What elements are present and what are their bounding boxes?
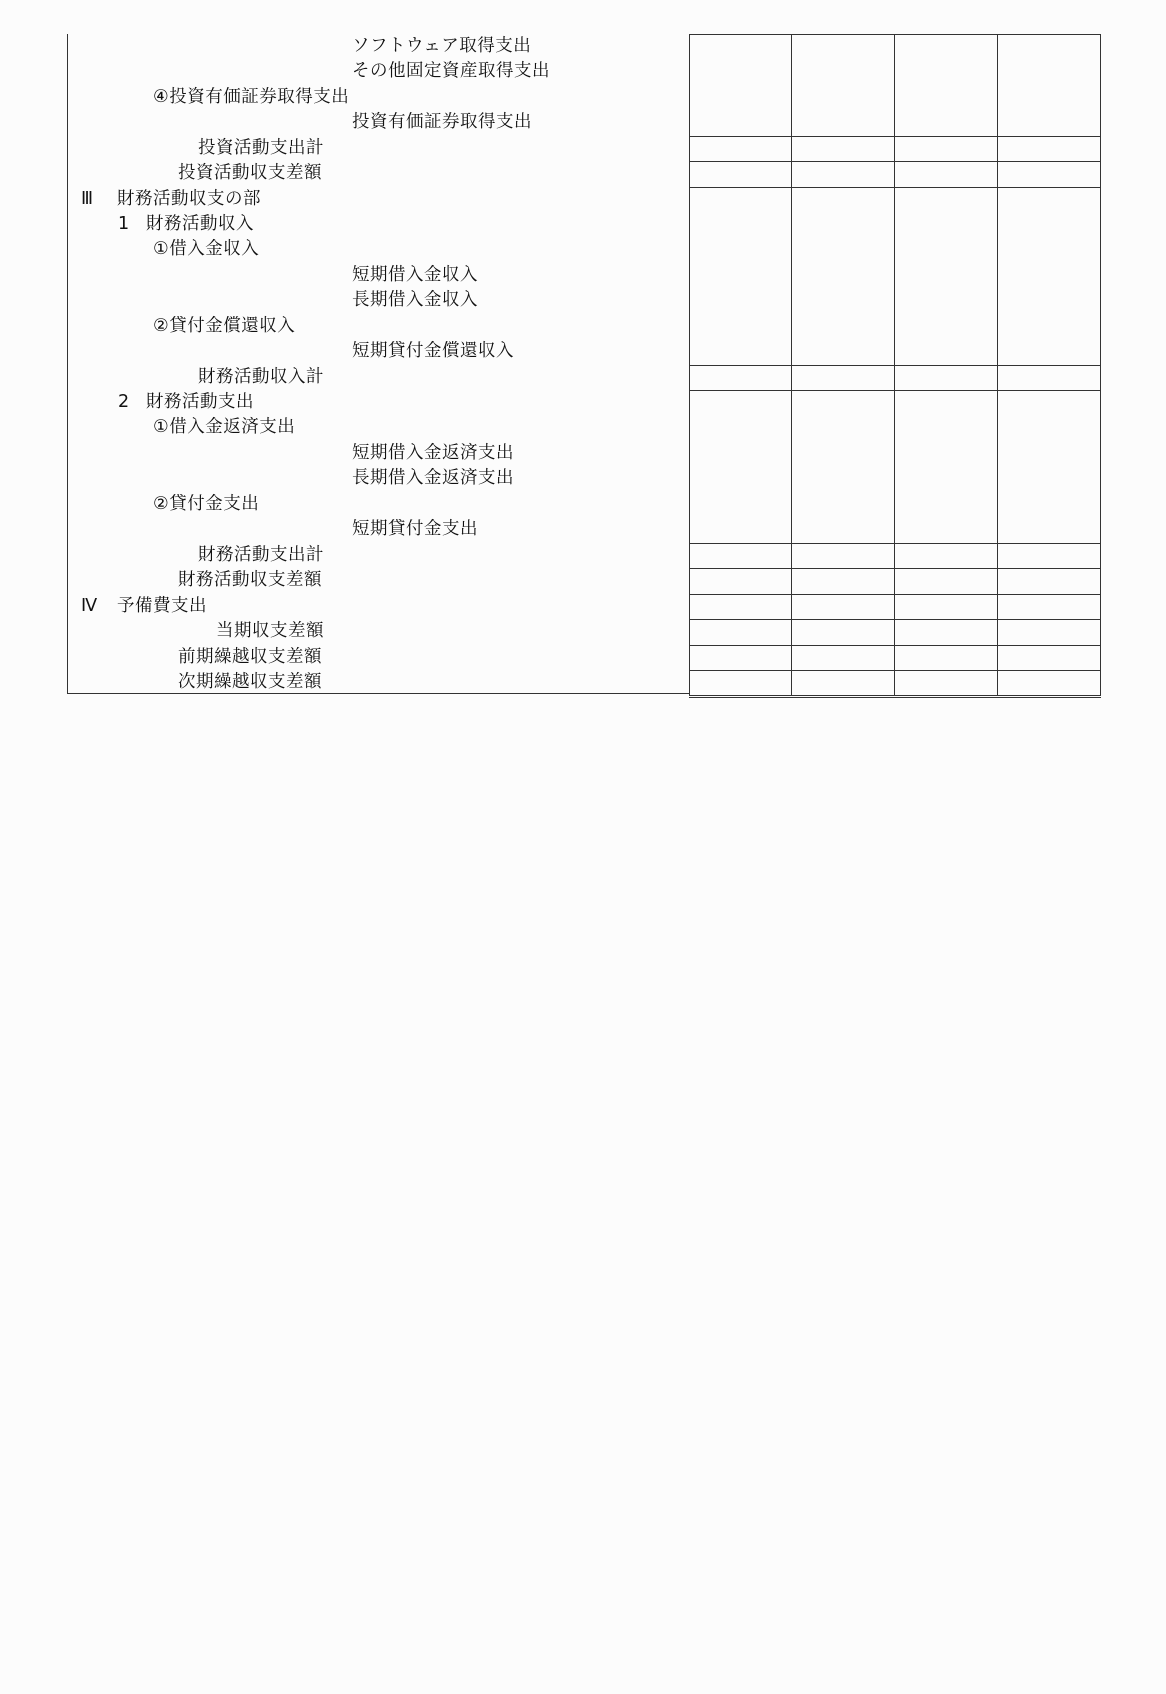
amount-cell (894, 34, 998, 137)
section-title: 予備費支出 (117, 596, 207, 616)
amount-cell (791, 645, 895, 671)
amount-cell (894, 645, 998, 671)
amount-cell (791, 136, 895, 162)
row-label: 投資有価証券取得支出 (352, 112, 532, 132)
amount-cell (997, 187, 1101, 366)
section-numeral: Ⅳ (81, 596, 98, 616)
row-label: 財務活動支出計 (198, 545, 324, 565)
row-label: ①借入金返済支出 (153, 417, 296, 437)
amount-cell (791, 390, 895, 544)
amount-cell (997, 568, 1101, 595)
row-label: ②貸付金償還収入 (153, 316, 296, 336)
row-label: ソフトウェア取得支出 (352, 36, 532, 56)
row-label: 短期借入金収入 (352, 265, 478, 285)
amount-cell (689, 594, 792, 620)
amount-cell (689, 365, 792, 391)
amount-cell (894, 594, 998, 620)
amount-cell (997, 594, 1101, 620)
amount-cell (689, 619, 792, 646)
row-label: 短期借入金返済支出 (352, 443, 514, 463)
amount-cell (894, 187, 998, 366)
amount-cell (689, 390, 792, 544)
amount-cell (894, 161, 998, 188)
amount-cell (894, 619, 998, 646)
section-title: 財務活動収支の部 (117, 189, 261, 209)
section-numeral: Ⅲ (81, 189, 94, 209)
row-label: 財務活動収支差額 (178, 570, 322, 590)
bottom-border (67, 693, 689, 694)
amount-cell (997, 365, 1101, 391)
amount-cell (689, 136, 792, 162)
amount-cell (791, 34, 895, 137)
amount-cell (894, 670, 998, 696)
amount-cell (894, 136, 998, 162)
amount-cell (997, 161, 1101, 188)
amount-cell (894, 568, 998, 595)
row-label: 短期貸付金償還収入 (352, 341, 514, 361)
amount-cell (791, 594, 895, 620)
amount-cell (689, 161, 792, 188)
amount-cell (791, 543, 895, 569)
amount-cell (689, 187, 792, 366)
row-label: 財務活動収入計 (198, 367, 324, 387)
row-label: 前期繰越収支差額 (178, 647, 322, 667)
double-rule (689, 697, 1101, 698)
amount-cell (791, 568, 895, 595)
subsection-number: 1 (118, 214, 130, 234)
amount-cell (791, 670, 895, 696)
subsection-title: 財務活動支出 (146, 392, 254, 412)
amount-cell (997, 34, 1101, 137)
amount-cell (791, 187, 895, 366)
amount-cell (689, 670, 792, 696)
row-label: 長期借入金収入 (352, 290, 478, 310)
row-label: ④投資有価証券取得支出 (153, 87, 350, 107)
subsection-title: 財務活動収入 (146, 214, 254, 234)
subsection-number: 2 (118, 392, 130, 412)
amount-cell (791, 619, 895, 646)
amount-cell (689, 543, 792, 569)
row-label: 次期繰越収支差額 (178, 672, 322, 692)
amount-cell (689, 34, 792, 137)
row-label: 当期収支差額 (216, 621, 324, 641)
left-border (67, 34, 68, 694)
amount-cell (791, 161, 895, 188)
amount-cell (791, 365, 895, 391)
row-label: 投資活動収支差額 (178, 163, 322, 183)
row-label: ①借入金収入 (153, 239, 260, 259)
amount-cell (689, 645, 792, 671)
amount-cell (997, 390, 1101, 544)
amount-cell (894, 543, 998, 569)
amount-cell (997, 136, 1101, 162)
amount-cell (997, 670, 1101, 696)
amount-cell (997, 619, 1101, 646)
row-label: 長期借入金返済支出 (352, 468, 514, 488)
amount-cell (894, 390, 998, 544)
amount-cell (997, 543, 1101, 569)
amount-cell (894, 365, 998, 391)
amount-cell (689, 568, 792, 595)
row-label: ②貸付金支出 (153, 494, 260, 514)
amount-cell (997, 645, 1101, 671)
row-label: 短期貸付金支出 (352, 519, 478, 539)
row-label: 投資活動支出計 (198, 138, 324, 158)
row-label: その他固定資産取得支出 (352, 61, 550, 81)
